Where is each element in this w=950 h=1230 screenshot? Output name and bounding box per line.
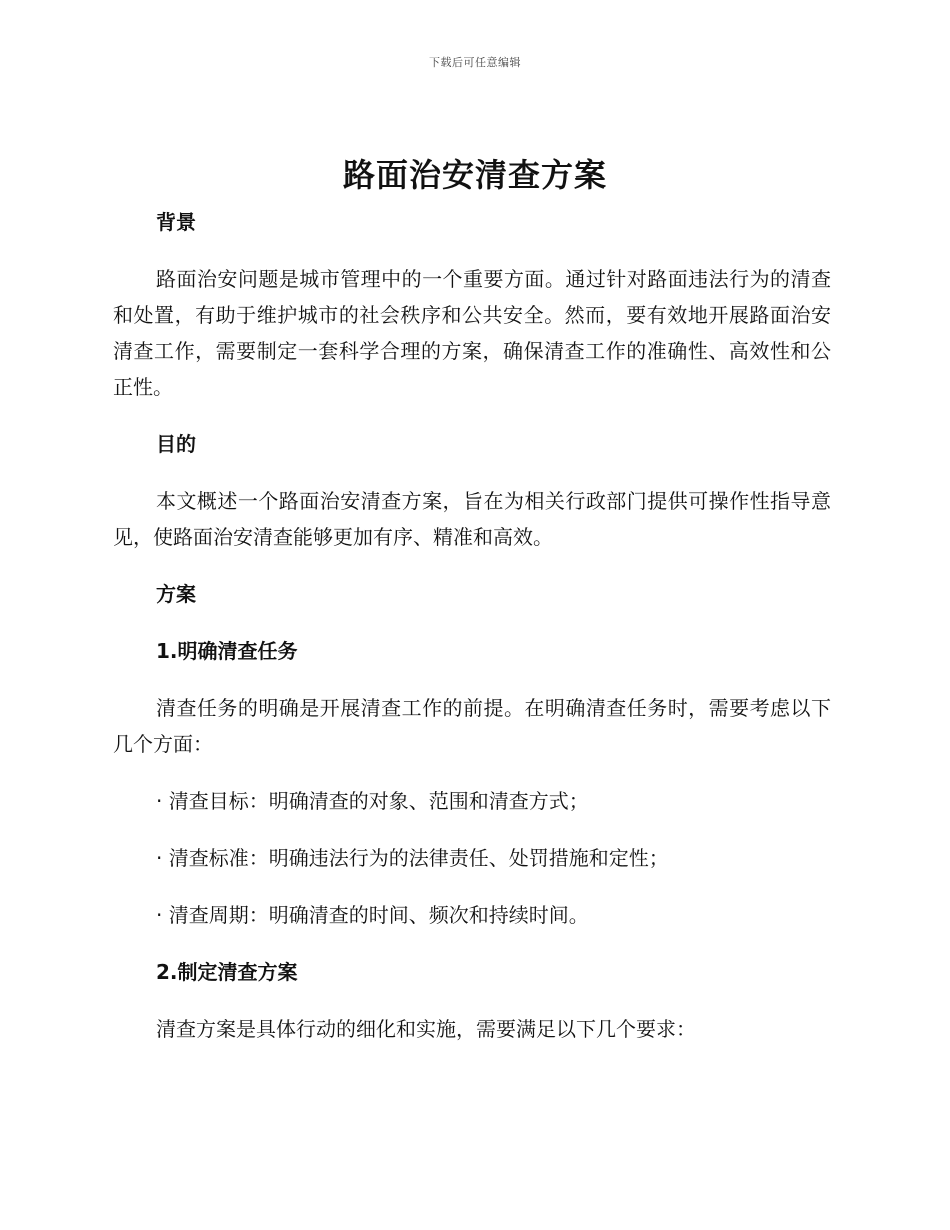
document-body [113, 204, 831, 1047]
section-heading-step1: 1.明确清查任务 [156, 639, 298, 663]
paragraph-step2: 清查方案是具体行动的细化和实施，需要满足以下几个要求： [156, 1017, 696, 1041]
bullet-item: · 清查目标：明确清查的对象、范围和清查方式； [156, 789, 589, 813]
paragraph-background: 路面治安问题是城市管理中的一个重要方面。通过针对路面违法行为的清查和处置，有助于维护城市的社会秩序和公共安全。然而，要有效地开展路面治安清查工作，需要制定一套科学合理的方案，确保清查工作的准确性、高效性和公正性。 [113, 267, 831, 399]
paragraph-step1: 清查任务的明确是开展清查工作的前提。在明确清查任务时，需要考虑以下几个方面： [113, 696, 831, 756]
bullet-item: · 清查周期：明确清查的时间、频次和持续时间。 [156, 903, 589, 927]
bullet-item: · 清查标准：明确违法行为的法律责任、处罚措施和定性； [156, 846, 669, 870]
section-heading-step2: 2.制定清查方案 [156, 960, 298, 984]
section-heading-background: 背景 [156, 210, 196, 234]
paragraph-purpose: 本文概述一个路面治安清查方案，旨在为相关行政部门提供可操作性指导意见，使路面治安清查能够更加有序、精准和高效。 [113, 489, 831, 549]
section-heading-purpose: 目的 [156, 432, 196, 456]
section-heading-plan: 方案 [156, 582, 196, 606]
header-note: 下载后可任意编辑 [429, 56, 521, 69]
document-title: 路面治安清查方案 [342, 156, 607, 194]
